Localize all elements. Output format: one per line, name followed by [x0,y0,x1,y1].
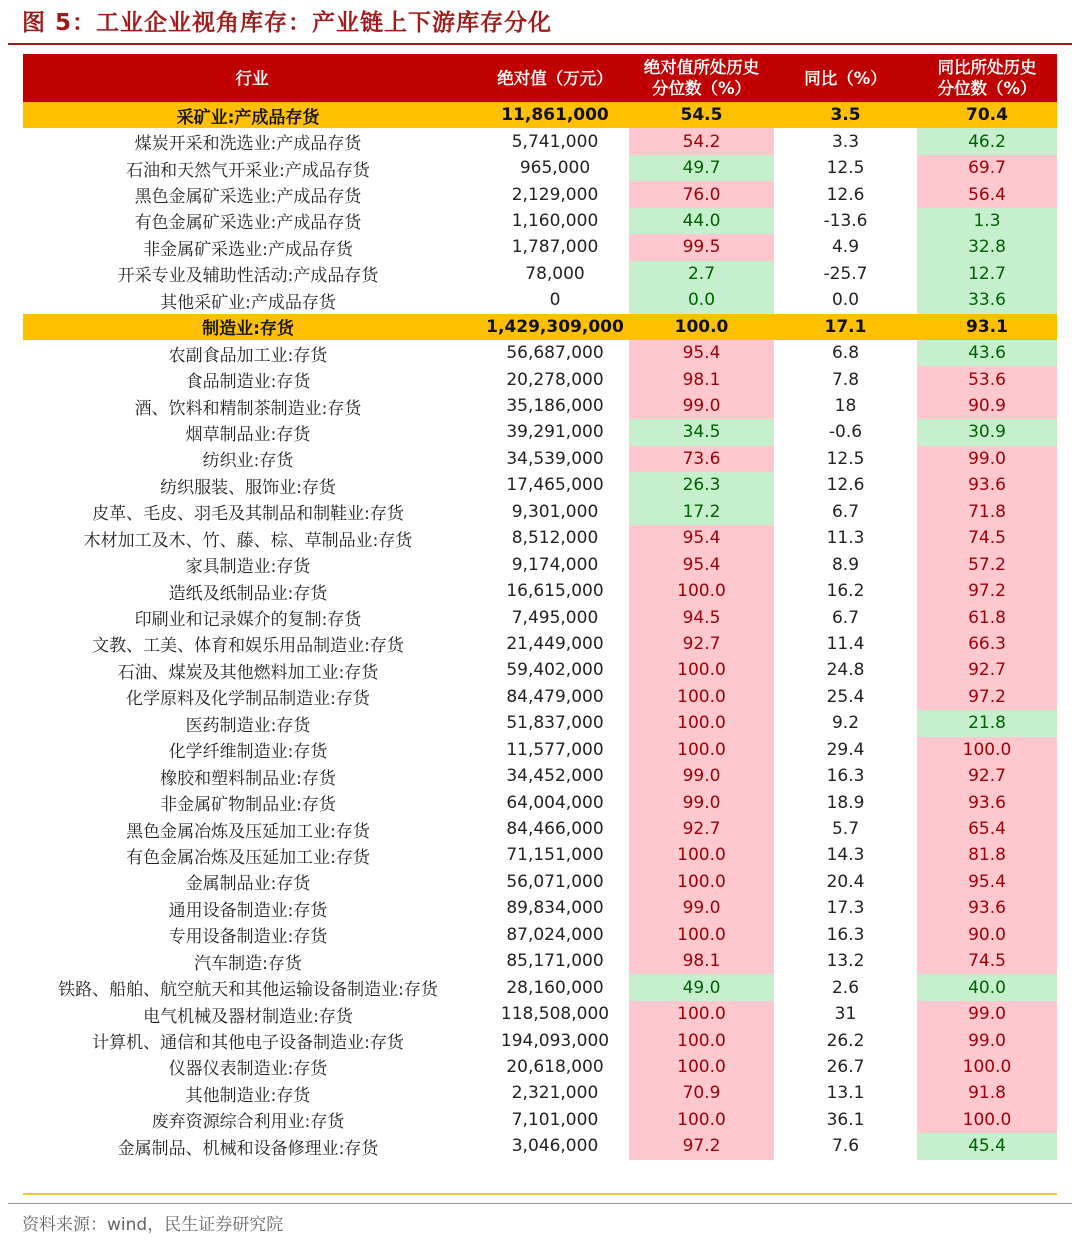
yoy-percentile-cell: 45.4 [917,1133,1057,1159]
yoy-percentile-cell: 33.6 [917,287,1057,313]
industry-cell: 化学原料及化学制品制造业:存货 [126,689,370,710]
absolute-percentile-cell: 99.5 [629,234,774,260]
absolute-percentile-cell: 94.5 [629,604,774,630]
yoy-percentile-cell: 57.2 [917,551,1057,577]
industry-cell: 石油和天然气开采业:产成品存货 [126,160,370,181]
industry-cell: 酒、饮料和精制茶制造业:存货 [134,398,362,419]
header-yoy: 同比（%） [774,54,917,102]
industry-cell: 金属制品业:存货 [185,874,311,895]
table-row [23,1001,1057,1027]
yoy-cell: 6.8 [831,343,860,364]
absolute-percentile-cell: 54.2 [629,128,774,154]
table-row [23,287,1057,313]
yoy-cell: 11.4 [826,633,865,654]
summary-row [23,314,1057,340]
absolute-percentile-cell: 97.2 [629,1133,774,1159]
title-divider [8,43,1072,45]
yoy-cell: 25.4 [826,686,865,707]
table-row [23,446,1057,472]
absolute-percentile-cell: 44.0 [629,208,774,234]
yoy-cell: 8.9 [831,554,860,575]
absolute-value-cell: 85,171,000 [506,951,604,972]
industry-cell: 医药制造业:存货 [185,715,311,736]
table-row [23,155,1057,181]
table-row [23,895,1057,921]
absolute-percentile-cell: 92.7 [629,631,774,657]
industry-cell: 汽车制造:存货 [194,953,302,974]
absolute-percentile-cell: 54.5 [629,102,774,128]
industry-cell: 化学纤维制造业:存货 [168,742,328,763]
yoy-percentile-cell: 93.6 [917,895,1057,921]
yoy-cell: 2.6 [831,977,860,998]
yoy-percentile-cell: 70.4 [917,102,1057,128]
industry-cell: 橡胶和塑料制品业:存货 [160,768,336,789]
yoy-percentile-cell: 97.2 [917,578,1057,604]
absolute-value-cell: 84,466,000 [506,819,604,840]
yoy-percentile-cell: 99.0 [917,1001,1057,1027]
absolute-value-cell: 35,186,000 [506,396,604,417]
absolute-value-cell: 20,278,000 [506,369,604,390]
yoy-percentile-cell: 93.6 [917,789,1057,815]
industry-cell: 黑色金属矿采选业:产成品存货 [134,187,362,208]
yoy-percentile-cell: 30.9 [917,419,1057,445]
table-row [23,737,1057,763]
absolute-percentile-cell: 17.2 [629,499,774,525]
yoy-cell: 7.6 [831,1136,860,1157]
absolute-percentile-cell: 100.0 [629,684,774,710]
table-row [23,1080,1057,1106]
yoy-percentile-cell: 21.8 [917,710,1057,736]
table-row [23,710,1057,736]
yoy-cell: 20.4 [826,871,865,892]
absolute-percentile-cell: 99.0 [629,763,774,789]
yoy-cell: 31 [834,1004,857,1025]
table-row [23,922,1057,948]
yoy-percentile-cell: 100.0 [917,737,1057,763]
absolute-value-cell: 3,046,000 [511,1136,599,1157]
absolute-value-cell: 7,101,000 [511,1109,599,1130]
yoy-cell: -0.6 [828,422,863,443]
yoy-cell: 24.8 [826,660,865,681]
absolute-value-cell: 56,071,000 [506,871,604,892]
yoy-percentile-cell: 32.8 [917,234,1057,260]
industry-cell: 金属制品、机械和设备修理业:存货 [117,1138,379,1159]
absolute-percentile-cell: 99.0 [629,393,774,419]
table-row [23,631,1057,657]
header-absolute-percentile-line2: 分位数（%） [651,79,752,98]
absolute-percentile-cell: 100.0 [629,869,774,895]
yoy-cell: 12.5 [826,448,865,469]
header-industry: 行业 [23,54,481,102]
yoy-percentile-cell: 90.9 [917,393,1057,419]
absolute-percentile-cell: 2.7 [629,261,774,287]
industry-cell: 通用设备制造业:存货 [168,900,328,921]
yoy-cell: 17.3 [826,898,865,919]
industry-cell: 造纸及纸制品业:存货 [168,583,328,604]
absolute-percentile-cell: 49.0 [629,974,774,1000]
absolute-value-cell: 16,615,000 [506,581,604,602]
yoy-cell: 13.2 [826,951,865,972]
absolute-percentile-cell: 99.0 [629,895,774,921]
absolute-value-cell: 71,151,000 [506,845,604,866]
absolute-percentile-cell: 99.0 [629,789,774,815]
yoy-percentile-cell: 40.0 [917,974,1057,1000]
absolute-percentile-cell: 100.0 [629,1054,774,1080]
yoy-percentile-cell: 66.3 [917,631,1057,657]
industry-cell: 印刷业和记录媒介的复制:存货 [134,610,362,631]
absolute-value-cell: 1,787,000 [511,237,599,258]
industry-cell: 家具制造业:存货 [185,557,311,578]
industry-cell: 铁路、船舶、航空航天和其他运输设备制造业:存货 [58,980,438,1001]
absolute-value-cell: 78,000 [525,263,585,284]
table-row [23,128,1057,154]
source-note: 资料来源：wind，民生证券研究院 [22,1215,284,1235]
yoy-cell: 16.2 [826,581,865,602]
absolute-value-cell: 1,160,000 [511,210,599,231]
table-row [23,578,1057,604]
yoy-cell: 14.3 [826,845,865,866]
absolute-value-cell: 965,000 [519,158,591,179]
table-row [23,842,1057,868]
absolute-percentile-cell: 98.1 [629,948,774,974]
absolute-value-cell: 51,837,000 [506,713,604,734]
industry-cell: 仪器仪表制造业:存货 [168,1059,328,1080]
yoy-percentile-cell: 74.5 [917,525,1057,551]
table-row [23,419,1057,445]
industry-cell: 文教、工美、体育和娱乐用品制造业:存货 [92,636,404,657]
industry-cell: 电气机械及器材制造业:存货 [143,1006,353,1027]
industry-cell: 农副食品加工业:存货 [168,345,328,366]
yoy-cell: 17.1 [774,314,917,340]
table-row [23,340,1057,366]
yoy-percentile-cell: 92.7 [917,657,1057,683]
yoy-cell: 6.7 [831,501,860,522]
industry-cell: 其他采矿业:产成品存货 [160,292,336,313]
absolute-value-cell: 9,301,000 [511,501,599,522]
yoy-percentile-cell: 46.2 [917,128,1057,154]
yoy-cell: 0.0 [831,290,860,311]
summary-row [23,102,1057,128]
industry-cell: 采矿业:产成品存货 [23,102,481,128]
table-row [23,1107,1057,1133]
yoy-cell: 36.1 [826,1109,865,1130]
yoy-cell: 3.5 [774,102,917,128]
yoy-cell: 12.6 [826,475,865,496]
yoy-percentile-cell: 56.4 [917,181,1057,207]
absolute-value-cell: 2,129,000 [511,184,599,205]
yoy-cell: 4.9 [831,237,860,258]
yoy-cell: 5.7 [831,819,860,840]
absolute-value-cell: 0 [549,290,561,311]
yoy-percentile-cell: 97.2 [917,684,1057,710]
table-row [23,1133,1057,1159]
header-yoy-percentile-line2: 分位数（%） [937,79,1037,98]
table-bottom-border [23,1193,1057,1195]
yoy-cell: 9.2 [831,713,860,734]
yoy-cell: 11.3 [826,528,865,549]
yoy-cell: -25.7 [823,263,868,284]
table-row [23,684,1057,710]
table-row [23,525,1057,551]
absolute-value-cell: 34,539,000 [506,448,604,469]
absolute-value-cell: 87,024,000 [506,924,604,945]
absolute-percentile-cell: 98.1 [629,366,774,392]
absolute-value-cell: 8,512,000 [511,528,599,549]
yoy-cell: 16.3 [826,924,865,945]
yoy-percentile-cell: 93.1 [917,314,1057,340]
yoy-percentile-cell: 99.0 [917,1027,1057,1053]
yoy-cell: 18 [834,396,857,417]
table-row [23,499,1057,525]
yoy-percentile-cell: 90.0 [917,922,1057,948]
absolute-value-cell: 118,508,000 [500,1004,610,1025]
yoy-percentile-cell: 1.3 [917,208,1057,234]
absolute-value-cell: 34,452,000 [506,766,604,787]
table-row [23,974,1057,1000]
absolute-percentile-cell: 26.3 [629,472,774,498]
absolute-value-cell: 9,174,000 [511,554,599,575]
industry-cell: 计算机、通信和其他电子设备制造业:存货 [92,1033,404,1054]
yoy-cell: 18.9 [826,792,865,813]
footer-divider [8,1203,1072,1204]
industry-cell: 煤炭开采和洗选业:产成品存货 [134,134,362,155]
absolute-value-cell: 17,465,000 [506,475,604,496]
yoy-cell: 16.3 [826,766,865,787]
industry-cell: 开采专业及辅助性活动:产成品存货 [117,266,379,287]
industry-cell: 有色金属矿采选业:产成品存货 [134,213,362,234]
yoy-cell: 29.4 [826,739,865,760]
table-row [23,181,1057,207]
table-row [23,604,1057,630]
header-yoy-percentile-line1: 同比所处历史 [937,58,1037,77]
absolute-percentile-cell: 92.7 [629,816,774,842]
yoy-percentile-cell: 12.7 [917,261,1057,287]
table-row [23,1054,1057,1080]
absolute-percentile-cell: 100.0 [629,657,774,683]
yoy-percentile-cell: 91.8 [917,1080,1057,1106]
yoy-percentile-cell: 61.8 [917,604,1057,630]
absolute-value-cell: 5,741,000 [511,131,599,152]
table-row [23,366,1057,392]
absolute-percentile-cell: 95.4 [629,340,774,366]
absolute-value-cell: 84,479,000 [506,686,604,707]
yoy-percentile-cell: 95.4 [917,869,1057,895]
figure-title: 图 5：工业企业视角库存：产业链上下游库存分化 [22,10,553,36]
table-row [23,948,1057,974]
yoy-cell: 26.2 [826,1030,865,1051]
industry-cell: 黑色金属冶炼及压延加工业:存货 [126,821,370,842]
table-row [23,234,1057,260]
absolute-percentile-cell: 100.0 [629,842,774,868]
yoy-percentile-cell: 100.0 [917,1054,1057,1080]
yoy-cell: 7.8 [831,369,860,390]
yoy-cell: 12.5 [826,158,865,179]
table-body [23,102,1057,1160]
yoy-cell: 26.7 [826,1056,865,1077]
industry-cell: 烟草制品业:存货 [185,424,311,445]
yoy-percentile-cell: 43.6 [917,340,1057,366]
absolute-value-cell: 1,429,309,000 [481,314,629,340]
absolute-percentile-cell: 100.0 [629,922,774,948]
yoy-percentile-cell: 93.6 [917,472,1057,498]
absolute-percentile-cell: 34.5 [629,419,774,445]
industry-cell: 纺织业:存货 [202,451,294,472]
yoy-percentile-cell: 92.7 [917,763,1057,789]
table-row [23,789,1057,815]
absolute-percentile-cell: 49.7 [629,155,774,181]
industry-cell: 纺织服装、服饰业:存货 [160,477,336,498]
yoy-cell: 12.6 [826,184,865,205]
absolute-value-cell: 194,093,000 [500,1030,610,1051]
industry-cell: 非金属矿采选业:产成品存货 [143,239,353,260]
absolute-value-cell: 39,291,000 [506,422,604,443]
absolute-percentile-cell: 76.0 [629,181,774,207]
yoy-cell: -13.6 [823,210,868,231]
absolute-percentile-cell: 95.4 [629,551,774,577]
absolute-percentile-cell: 95.4 [629,525,774,551]
yoy-percentile-cell: 69.7 [917,155,1057,181]
absolute-value-cell: 7,495,000 [511,607,599,628]
table-row [23,393,1057,419]
yoy-percentile-cell: 65.4 [917,816,1057,842]
yoy-percentile-cell: 99.0 [917,446,1057,472]
absolute-value-cell: 11,577,000 [506,739,604,760]
industry-cell: 制造业:存货 [23,314,481,340]
absolute-percentile-cell: 100.0 [629,1107,774,1133]
absolute-percentile-cell: 100.0 [629,710,774,736]
table-row [23,208,1057,234]
inventory-table [23,54,1057,1160]
absolute-value-cell: 20,618,000 [506,1056,604,1077]
absolute-value-cell: 21,449,000 [506,633,604,654]
table-row [23,763,1057,789]
table-row [23,551,1057,577]
yoy-cell: 13.1 [826,1083,865,1104]
header-yoy-percentile [917,54,1057,102]
industry-cell: 非金属矿物制品业:存货 [160,795,336,816]
industry-cell: 专用设备制造业:存货 [168,927,328,948]
yoy-cell: 3.3 [831,131,860,152]
table-row [23,261,1057,287]
table-row [23,1027,1057,1053]
absolute-percentile-cell: 0.0 [629,287,774,313]
header-absolute-percentile-line1: 绝对值所处历史 [643,58,760,77]
industry-cell: 石油、煤炭及其他燃料加工业:存货 [117,662,379,683]
table-row [23,657,1057,683]
yoy-percentile-cell: 71.8 [917,499,1057,525]
absolute-value-cell: 11,861,000 [481,102,629,128]
table-row [23,472,1057,498]
table-row [23,869,1057,895]
absolute-percentile-cell: 70.9 [629,1080,774,1106]
header-absolute-value: 绝对值（万元） [481,54,629,102]
absolute-value-cell: 56,687,000 [506,343,604,364]
table-row [23,816,1057,842]
absolute-value-cell: 2,321,000 [511,1083,599,1104]
absolute-percentile-cell: 100.0 [629,1027,774,1053]
absolute-percentile-cell: 100.0 [629,314,774,340]
header-row [23,54,1057,102]
industry-cell: 皮革、毛皮、羽毛及其制品和制鞋业:存货 [92,504,404,525]
industry-cell: 有色金属冶炼及压延加工业:存货 [126,847,370,868]
yoy-percentile-cell: 100.0 [917,1107,1057,1133]
yoy-percentile-cell: 74.5 [917,948,1057,974]
industry-cell: 食品制造业:存货 [185,372,311,393]
table-header [23,54,1057,102]
absolute-percentile-cell: 100.0 [629,578,774,604]
yoy-cell: 6.7 [831,607,860,628]
absolute-value-cell: 89,834,000 [506,898,604,919]
yoy-percentile-cell: 81.8 [917,842,1057,868]
header-absolute-percentile [629,54,774,102]
absolute-value-cell: 59,402,000 [506,660,604,681]
industry-cell: 废弃资源综合利用业:存货 [151,1112,345,1133]
absolute-percentile-cell: 100.0 [629,737,774,763]
absolute-value-cell: 64,004,000 [506,792,604,813]
absolute-value-cell: 28,160,000 [506,977,604,998]
absolute-percentile-cell: 100.0 [629,1001,774,1027]
industry-cell: 其他制造业:存货 [185,1085,311,1106]
industry-cell: 木材加工及木、竹、藤、棕、草制品业:存货 [83,530,413,551]
yoy-percentile-cell: 53.6 [917,366,1057,392]
absolute-percentile-cell: 73.6 [629,446,774,472]
